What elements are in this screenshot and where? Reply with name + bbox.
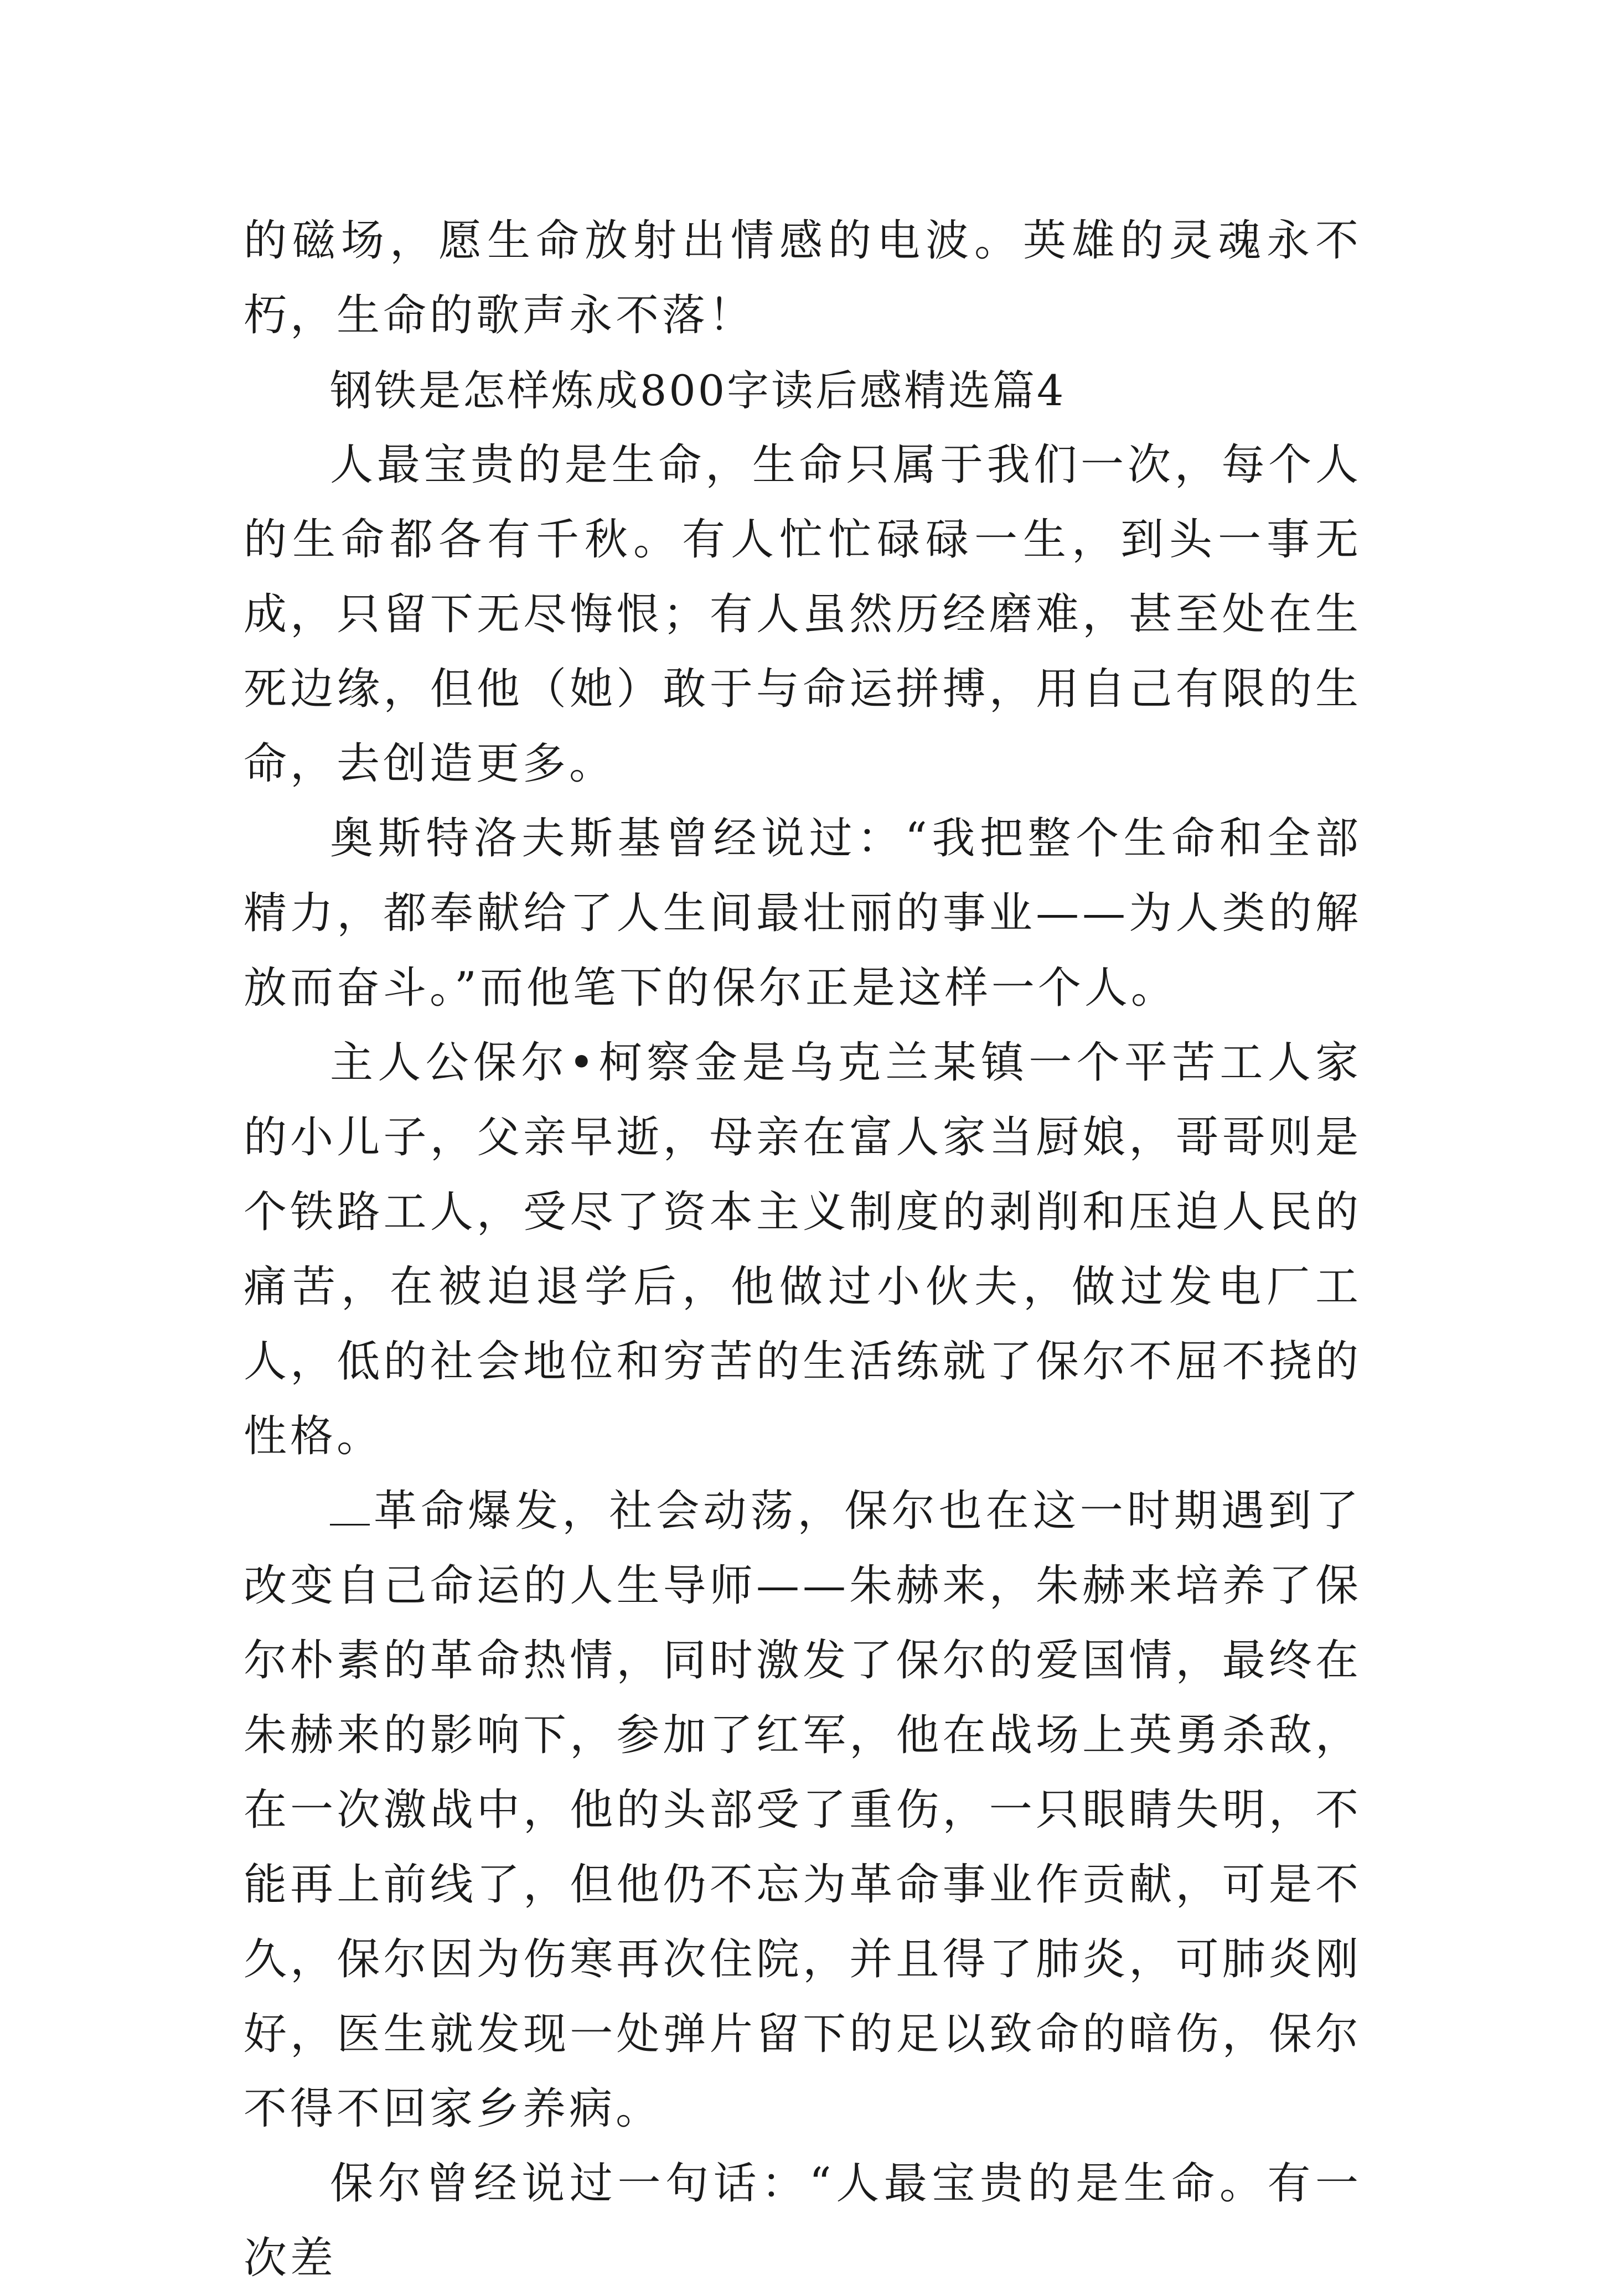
paragraph: 奥斯特洛夫斯基曾经说过：“我把整个生命和全部精力，都奉献给了人生间最壮丽的事业——为人类的解放而奋斗。”而他笔下的保尔正是这样一个人。 bbox=[244, 814, 1362, 1013]
paragraph-continuation: 的磁场，愿生命放射出情感的电波。英雄的灵魂永不朽，生命的歌声永不落！ bbox=[244, 216, 1362, 340]
paragraph-text: 革命爆发，社会动荡，保尔也在这一时期遇到了改变自己命运的人生导师——朱赫来，朱赫来培养了保尔朴素的革命热情，同时激发了保尔的爱国情，最终在朱赫来的影响下，参加了红军，他在战场上英勇杀敌，在一次激战中，他的头部受了重伤，一只眼睛失明，不能再上前线了，但他仍不忘为革命事业作贡献，可是不久，保尔因为伤寒再次住院，并且得了肺炎，可肺炎刚好，医生就发现一处弹片留下的足以致命的暗伤，保尔不得不回家乡养病。 bbox=[244, 1486, 1362, 2134]
paragraph: 主人公保尔•柯察金是乌克兰某镇一个平苦工人家的小儿子，父亲早逝，母亲在富人家当厨娘，哥哥则是个铁路工人，受尽了资本主义制度的剥削和压迫人民的痛苦，在被迫退学后，他做过小伙夫，做过发电厂工人，低的社会地位和穷苦的生活练就了保尔不屈不挠的性格。 bbox=[244, 1038, 1362, 1461]
section-heading: 钢铁是怎样炼成800字读后感精选篇4 bbox=[330, 366, 1066, 415]
fill-in-blank bbox=[330, 1485, 370, 1526]
paragraph-truncated: 保尔曾经说过一句话：“人最宝贵的是生命。有一次差 bbox=[244, 2159, 1362, 2283]
document-body bbox=[244, 204, 1362, 2296]
paragraph: 人最宝贵的是生命，生命只属于我们一次，每个人的生命都各有千秋。有人忙忙碌碌一生，到头一事无成，只留下无尽悔恨；有人虽然历经磨难，甚至处在生死边缘，但他（她）敢于与命运拼搏，用自己有限的生命，去创造更多。 bbox=[244, 440, 1362, 789]
paragraph-with-blank bbox=[244, 1474, 1362, 2147]
